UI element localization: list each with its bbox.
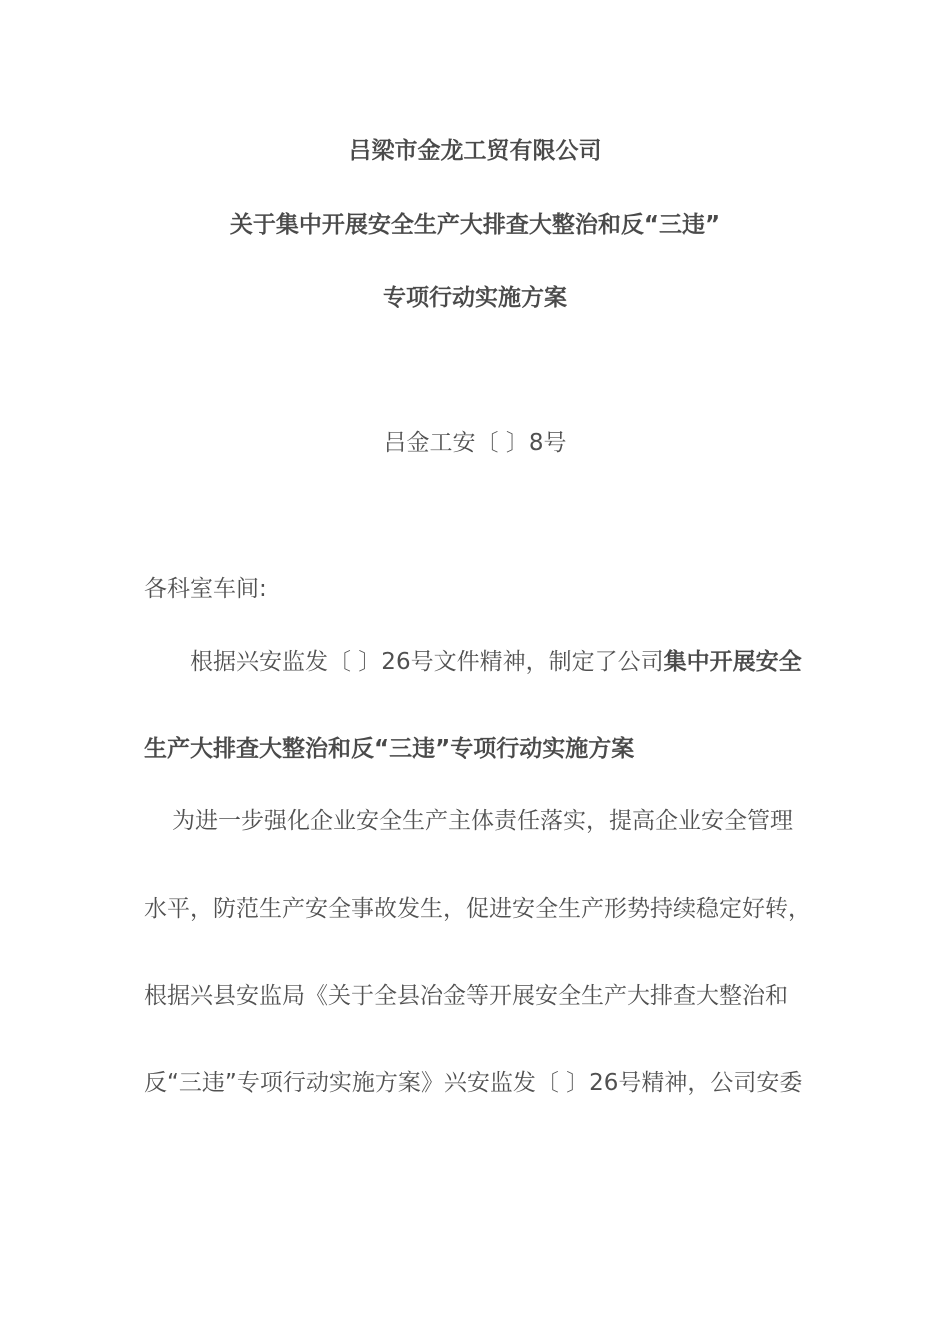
paragraph-2-line-3: 根据兴县安监局《关于全县冶金等开展安全生产大排查大整治和 <box>144 983 788 1009</box>
paragraph-1-line-1 <box>144 647 830 677</box>
paragraph-1-text: 根据兴安监发〔 〕26号文件精神，制定了公司 <box>190 649 664 675</box>
paragraph-1-line-2: 生产大排查大整治和反“三违”专项行动实施方案 <box>144 736 635 762</box>
title-company: 吕梁市金龙工贸有限公司 <box>348 138 602 164</box>
paragraph-2-line-1: 为进一步强化企业安全生产主体责任落实，提高企业安全管理 <box>172 808 793 834</box>
paragraph-2-line-4: 反“三违”专项行动实施方案》兴安监发〔 〕26号精神，公司安委 <box>144 1070 803 1096</box>
title-line-3: 专项行动实施方案 <box>383 285 567 311</box>
document-number: 吕金工安〔 〕8号 <box>383 430 567 456</box>
salutation: 各科室车间: <box>144 576 267 602</box>
paragraph-2-line-2: 水平，防范生产安全事故发生，促进安全生产形势持续稳定好转， <box>144 896 811 922</box>
title-line-2: 关于集中开展安全生产大排查大整治和反“三违” <box>229 212 721 238</box>
paragraph-1-bold-start: 集中开展安全 <box>663 649 802 675</box>
